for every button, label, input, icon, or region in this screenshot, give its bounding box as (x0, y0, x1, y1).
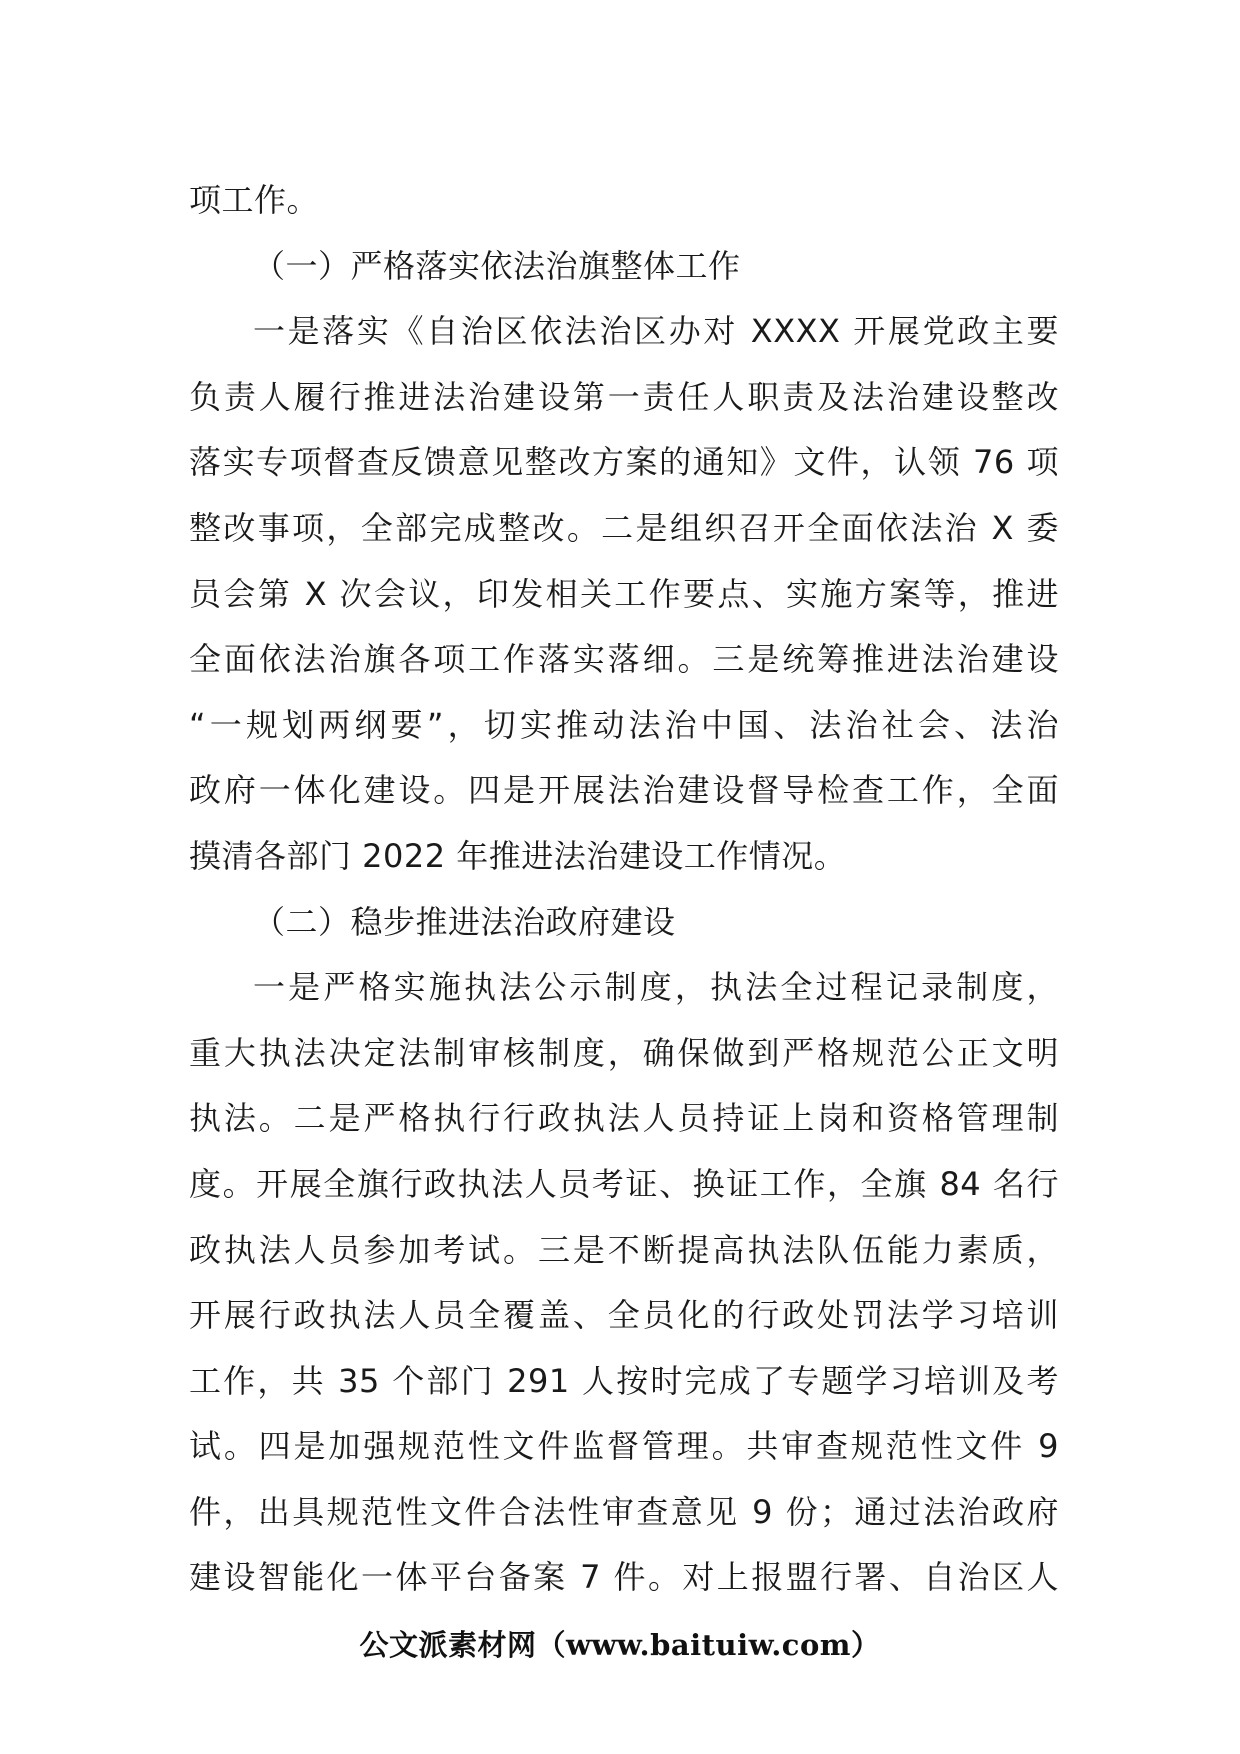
paragraph-line: 全面依法治旗各项工作落实落细。三是统筹推进法治建设 (189, 640, 1059, 679)
footer-watermark: 公文派素材网（www.baituiw.com） (359, 1628, 881, 1662)
paragraph-line: 负责人履行推进法治建设第一责任人职责及法治建设整改 (189, 377, 1059, 416)
paragraph-line: 执法。二是严格执行行政执法人员持证上岗和资格管理制 (189, 1099, 1059, 1138)
document-body (189, 168, 1059, 1611)
paragraph-line: 政执法人员参加考试。三是不断提高执法队伍能力素质， (189, 1230, 1059, 1269)
paragraph-line: 政府一体化建设。四是开展法治建设督导检查工作，全面 (189, 771, 1059, 810)
section-heading: （二）稳步推进法治政府建设 (253, 902, 676, 941)
paragraph-line: 件，出具规范性文件合法性审查意见 9 份；通过法治政府 (189, 1492, 1059, 1531)
paragraph-line: 落实专项督查反馈意见整改方案的通知》文件，认领 76 项 (189, 443, 1059, 482)
paragraph-line: 摸清各部门 2022 年推进法治建设工作情况。 (189, 836, 847, 875)
paragraph-line: 度。开展全旗行政执法人员考证、换证工作，全旗 84 名行 (189, 1164, 1059, 1203)
paragraph-line: 项工作。 (189, 181, 320, 219)
section-heading: （一）严格落实依法治旗整体工作 (253, 246, 741, 285)
paragraph-line: 员会第 X 次会议，印发相关工作要点、实施方案等，推进 (189, 574, 1059, 613)
paragraph-line: 试。四是加强规范性文件监督管理。共审查规范性文件 9 (189, 1427, 1059, 1466)
paragraph-line: 整改事项，全部完成整改。二是组织召开全面依法治 X 委 (189, 508, 1059, 547)
paragraph-line: 工作，共 35 个部门 291 人按时完成了专题学习培训及考 (189, 1361, 1059, 1400)
paragraph-line: 一是落实《自治区依法治区办对 XXXX 开展党政主要 (253, 312, 1059, 351)
paragraph-line: 一是严格实施执法公示制度，执法全过程记录制度， (253, 968, 1059, 1007)
paragraph-line: 开展行政执法人员全覆盖、全员化的行政处罚法学习培训 (189, 1296, 1059, 1335)
paragraph-line: 建设智能化一体平台备案 7 件。对上报盟行署、自治区人 (189, 1558, 1059, 1597)
paragraph-line: “一规划两纲要”，切实推动法治中国、法治社会、法治 (189, 705, 1059, 744)
paragraph-line: 重大执法决定法制审核制度，确保做到严格规范公正文明 (189, 1033, 1059, 1072)
